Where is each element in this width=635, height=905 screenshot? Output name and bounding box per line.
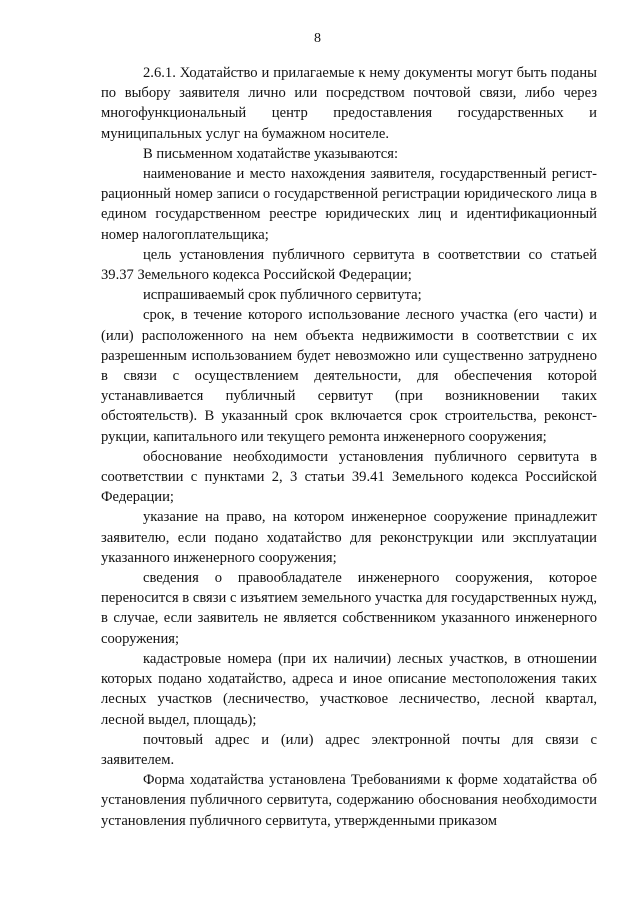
paragraph-requested-term: испрашиваемый срок публичного сервитута; (143, 287, 422, 304)
paragraph-applicant-name: наименование и место нахождения заявителя, государственный регистрационный номер записи о государственной регистрации юридического лица в едином государственном реестре юридических лиц и идентификационный номер налогоплательщика; (101, 166, 597, 243)
paragraph-servitude-purpose: цель установления публичного сервитута в соответствии со статьей 39.37 Земельного кодекса Российской Федерации; (101, 246, 597, 284)
paragraph-rightholder-info: сведения о правообладателе инженерного сооружения, которое переносится в связи с изъятием земельного участка для государственных нужд, в случае, если заявитель не является собственником указанного инженерного сооружения; (101, 570, 597, 647)
paragraph-cadastral-numbers: кадастровые номера (при их наличии) лесных участков, в отношении которых подано ходатайство, адреса и иное описание местоположения таких лесных участков (лесничество, участковое лесничество, лесной квартал, лесной выдел, площадь); (101, 650, 597, 728)
paragraph-necessity-justification: обоснование необходимости установления публичного сервитута в соответствии с пунктами 2, 3 статьи 39.41 Земельного кодекса Российской Федерации; (101, 448, 597, 506)
document-body (101, 63, 597, 831)
paragraph-2-6-1: 2.6.1. Ходатайство и прилагаемые к нему документы могут быть поданы по выбору заявителя лично или посредством почтовой связи, либо через многофункциональный центр предоставления государственных и муниципальных услуг на бумажном носителе. (101, 65, 597, 142)
paragraph-ownership-right: указание на право, на котором инженерное сооружение принадлежит заявителю, если подано ходатайство для реконструкции или эксплуатации указанного инженерного сооружения; (101, 509, 597, 566)
paragraph-petition-contents-intro: В письменном ходатайстве указываются: (143, 145, 399, 162)
paragraph-restricted-use-period: срок, в течение которого использование лесного участка (его части) и (или) расположенного на нем объекта недвижимости в соответствии с их разрешенным использованием будет невозможно или существенно затруднено в связи с осуществлением деятельности, для обеспечения которой устанавливается публичный сервитут (при возникновении таких обстоятельств). В указанный срок включается срок строительства, реконструкции, капитального или текущего ремонта инженерного сооружения; (101, 307, 597, 445)
paragraph-petition-form: Форма ходатайства установлена Требованиями к форме ходатайства об установления публичного сервитута, содержанию обоснования необходимости установления публичного сервитута, утвержденными приказом (101, 772, 597, 829)
paragraph-contact-address: почтовый адрес и (или) адрес электронной почты для связи с заявителем. (101, 731, 597, 768)
page-number: 8 (314, 31, 321, 46)
